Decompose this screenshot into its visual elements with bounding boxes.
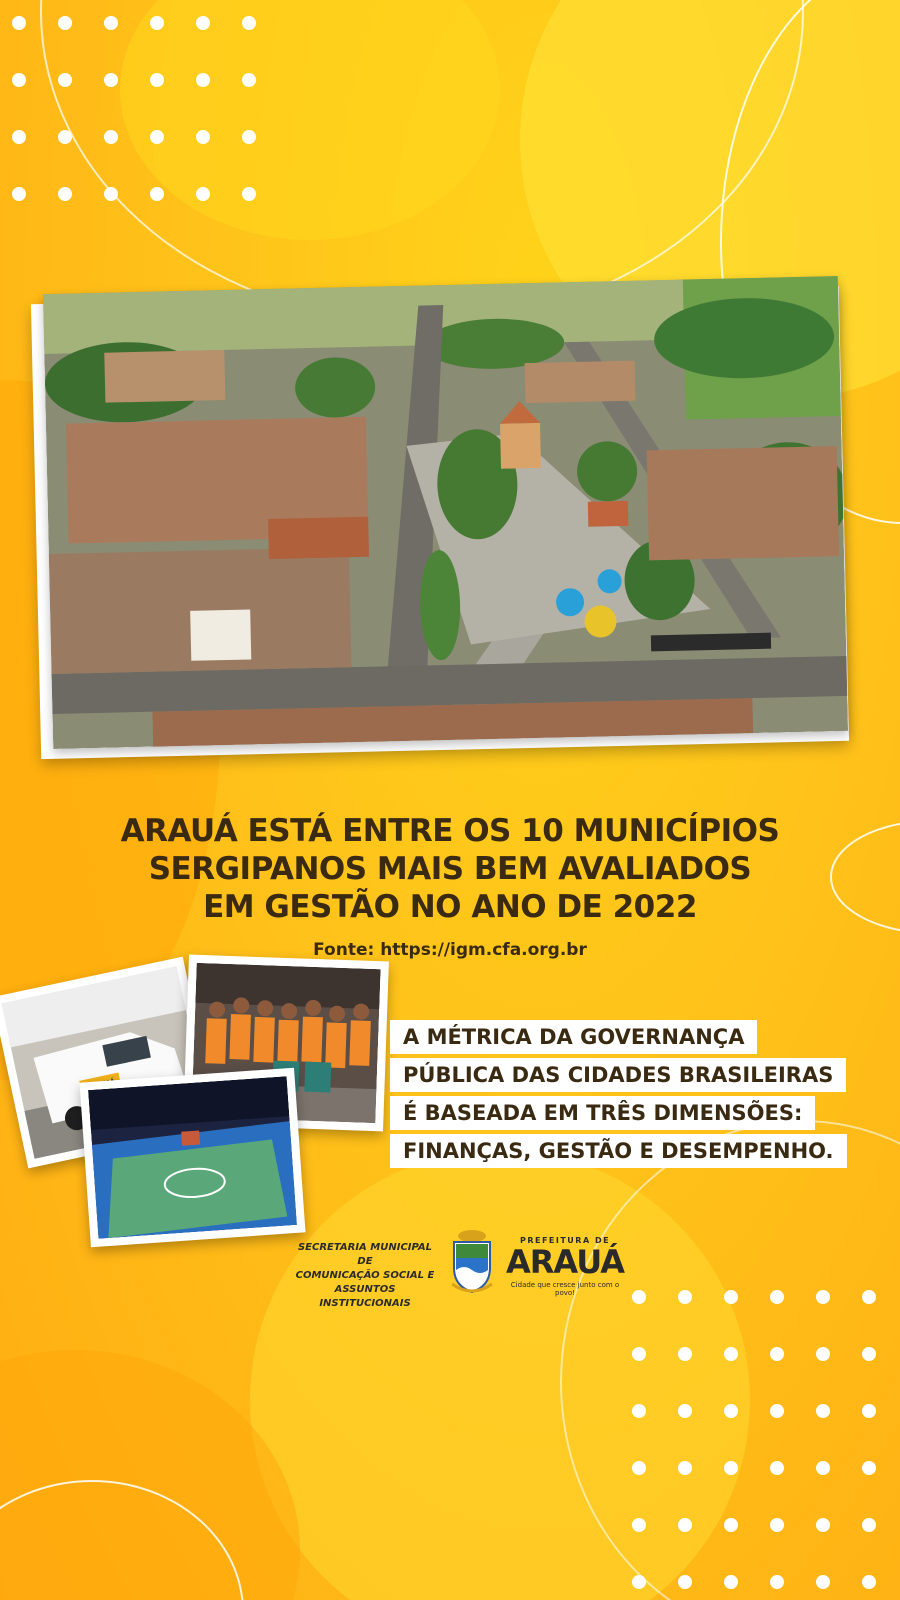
prefeitura-tagline: Cidade que cresce junto com o povo! [510,1281,620,1297]
headline [60,812,840,926]
info-text-block [390,1020,847,1172]
crest-icon [450,1228,494,1296]
secretaria-line-3: ASSUNTOS INSTITUCIONAIS [319,1284,411,1309]
source-link: Fonte: https://igm.cfa.org.br [313,940,587,960]
court-illustration [88,1076,297,1239]
photo-court [80,1068,306,1248]
dot-grid-top-left [12,16,288,201]
secretaria-logo-text [290,1241,440,1311]
secretaria-line-1: SECRETARIA MUNICIPAL DE [297,1242,433,1267]
prefeitura-name: ARAUÁ [506,1243,624,1281]
prefeitura-label: PREFEITURA DE [519,1236,611,1245]
aerial-town-photo [43,276,848,749]
aerial-illustration [43,276,848,749]
headline-line-2: SERGIPANOS MAIS BEM AVALIADOS [148,851,752,887]
footer-logos [290,1228,630,1309]
dot-grid-bottom-right [632,1290,900,1600]
headline-line-3: EM GESTÃO NO ANO DE 2022 [203,889,697,925]
bg-curve-3 [830,820,900,934]
info-line-4: FINANÇAS, GESTÃO E DESEMPENHO. [390,1134,847,1168]
aerial-photo-frame [36,285,858,763]
info-line-2: PÚBLICA DAS CIDADES BRASILEIRAS [390,1058,846,1092]
headline-line-1: ARAUÁ ESTÁ ENTRE OS 10 MUNICÍPIOS [120,813,780,849]
info-line-1: A MÉTRICA DA GOVERNANÇA [390,1020,757,1054]
info-line-3: É BASEADA EM TRÊS DIMENSÕES: [390,1096,815,1130]
secretaria-line-2: COMUNICAÇÃO SOCIAL E [295,1270,435,1281]
